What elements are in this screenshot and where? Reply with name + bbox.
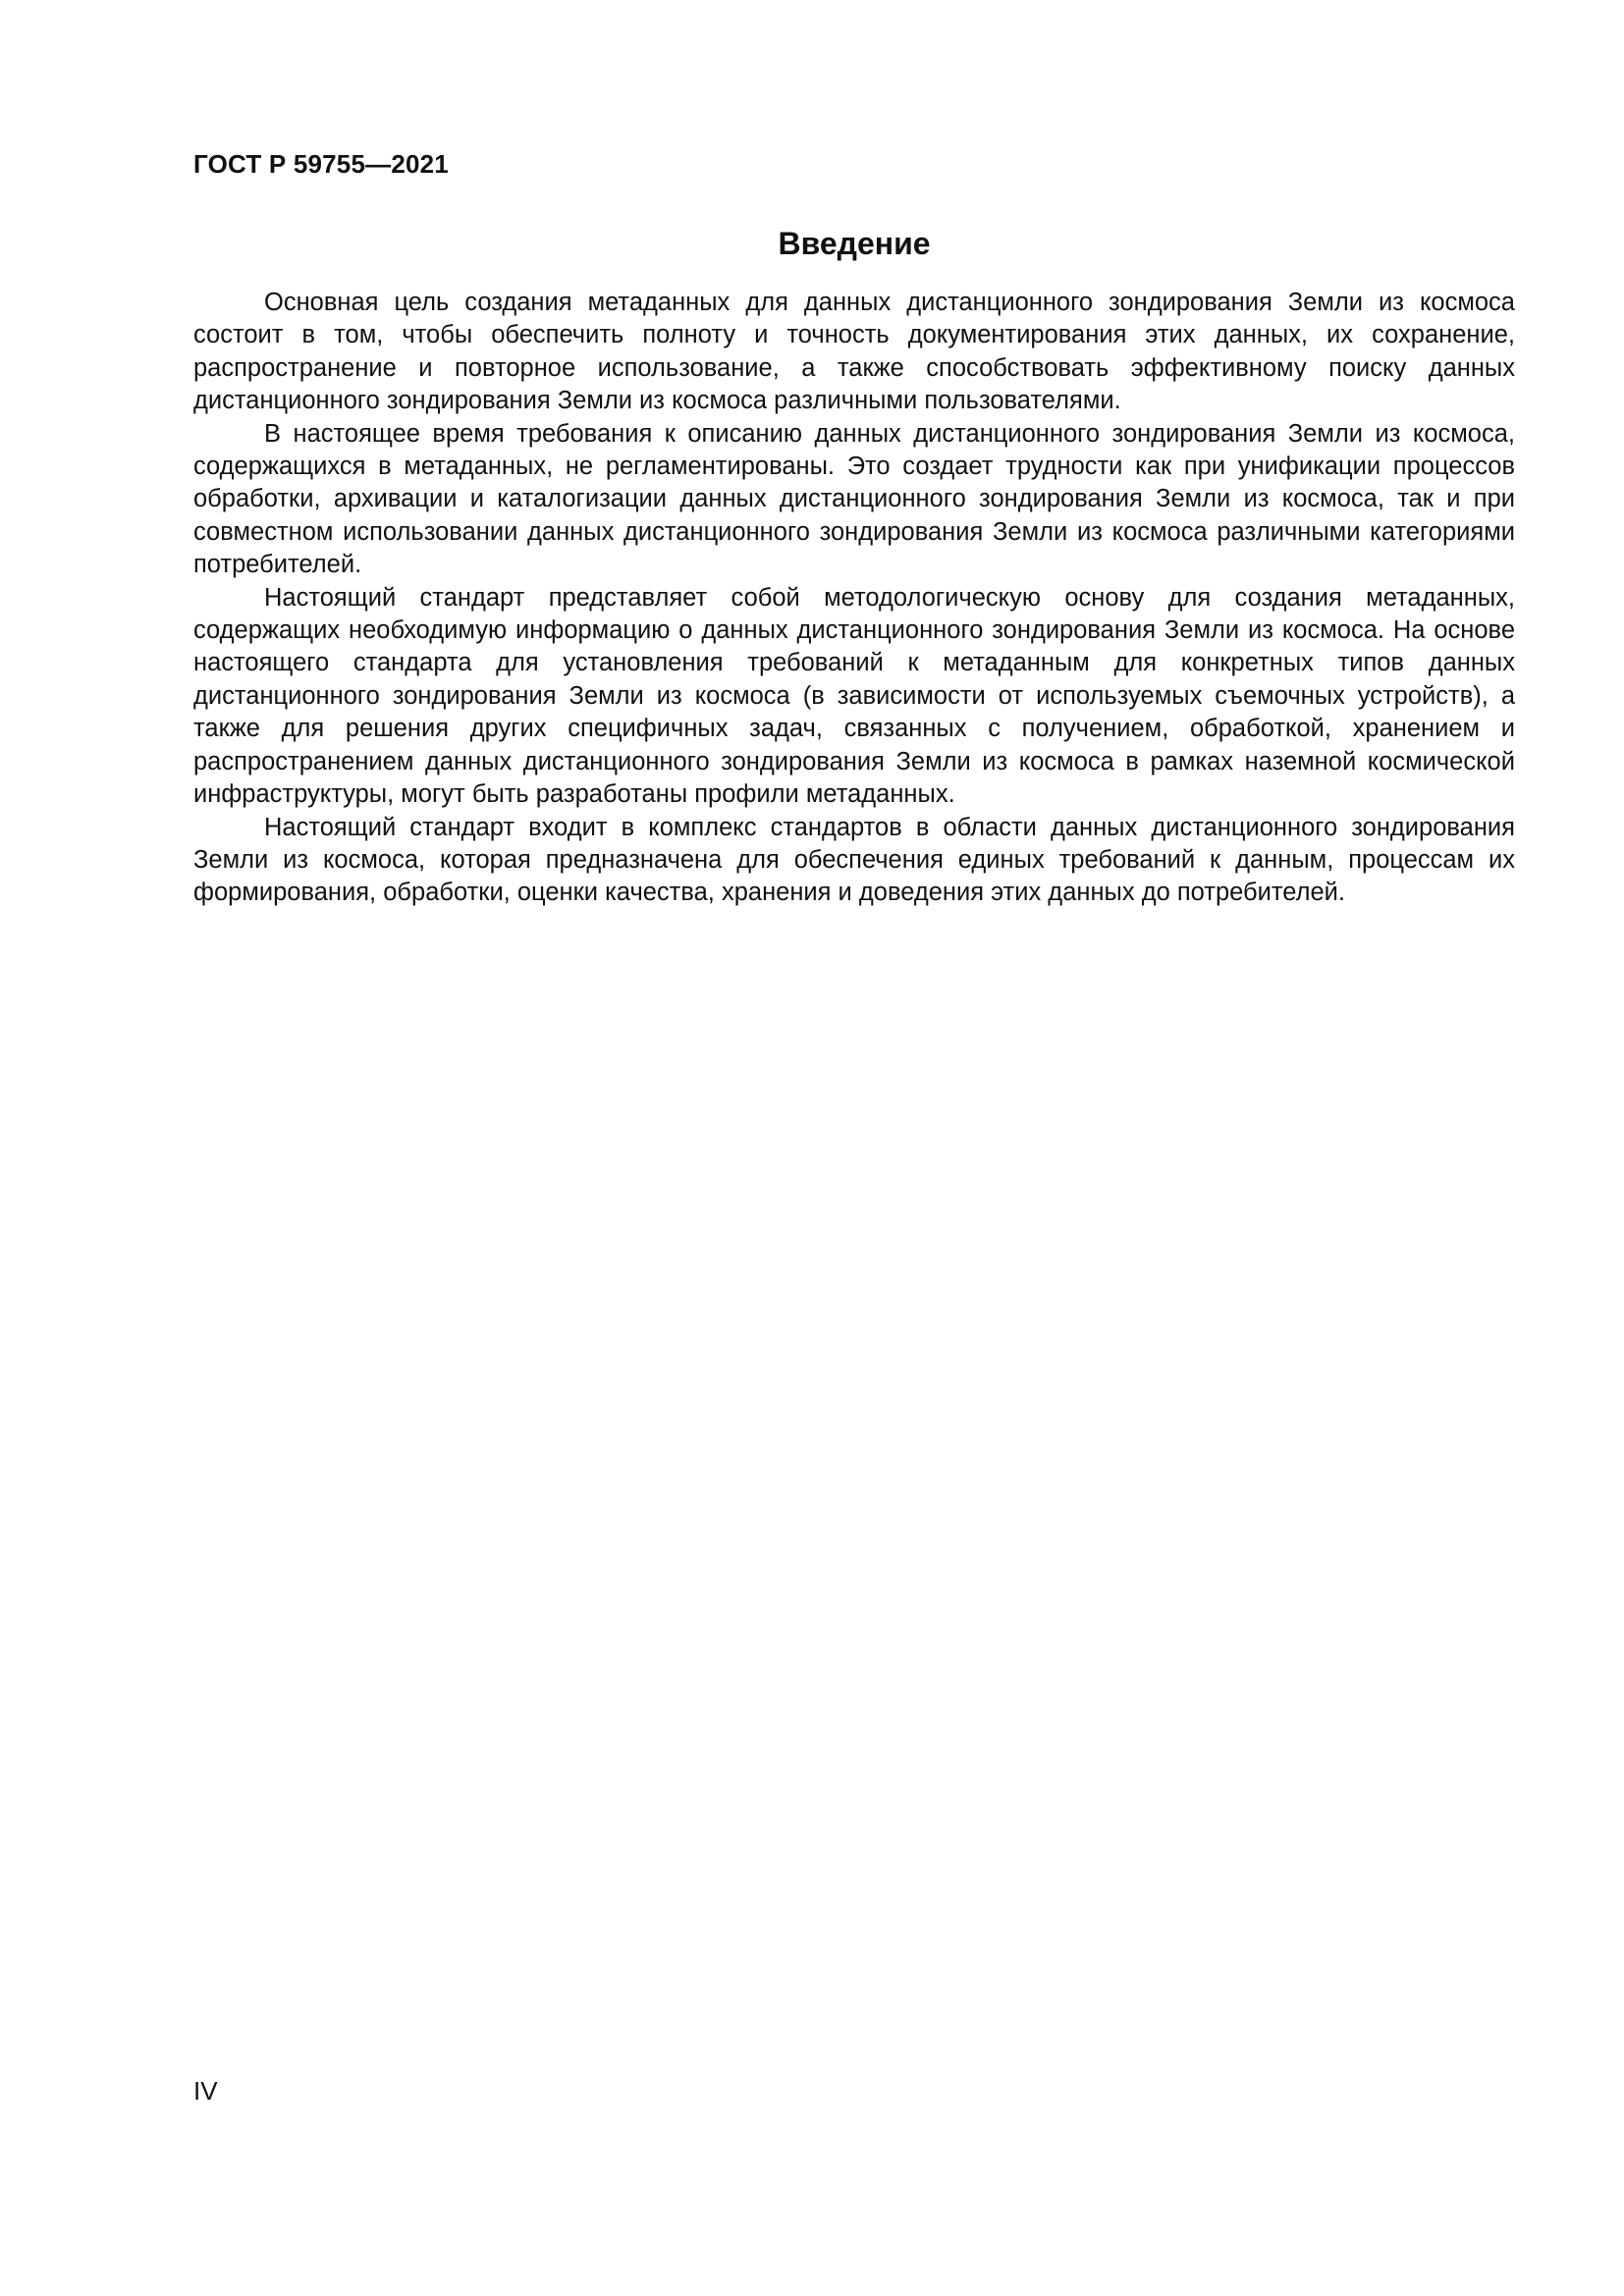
- body-text: [193, 287, 1515, 910]
- page-number: IV: [193, 2076, 218, 2106]
- section-title: Введение: [778, 226, 931, 261]
- paragraph: Настоящий стандарт представляет собой методологическую основу для создания метаданных, содержащих необходимую информацию о данных дистанционного зондирования Земли из космоса. На основе настоящего стандарта для установления требований к метаданным для конкретных типов данных дистанционного зондирования Земли из космоса (в зависимости от используемых съемочных устройств), а также для решения других специфичных задач, связанных с получением, обработкой, хранением и распространением данных дистанционного зондирования Земли из космоса в рамках наземной космической инфраструктуры, могут быть разработаны профили метаданных.: [193, 583, 1515, 809]
- paragraph: В настоящее время требования к описанию данных дистанционного зондирования Земли из космоса, содержащихся в метаданных, не регламентированы. Это создает трудности как при унификации процессов обработки, архивации и каталогизации данных дистанционного зондирования Земли из космоса, так и при совместном использовании данных дистанционного зондирования Земли из космоса различными категориями потребителей.: [193, 419, 1515, 579]
- paragraph: Настоящий стандарт входит в комплекс стандартов в области данных дистанционного зондирования Земли из космоса, которая предназначена для обеспечения единых требований к данным, процессам их формирования, обработки, оценки качества, хранения и доведения этих данных до потребителей.: [193, 813, 1515, 907]
- paragraph: Основная цель создания метаданных для данных дистанционного зондирования Земли из космоса состоит в том, чтобы обеспечить полноту и точность документирования этих данных, их сохранение, распространение и повторное использование, а также способствовать эффективному поиску данных дистанционного зондирования Земли из космоса различными пользователями.: [193, 289, 1515, 415]
- standard-code-header: ГОСТ Р 59755—2021: [193, 149, 449, 179]
